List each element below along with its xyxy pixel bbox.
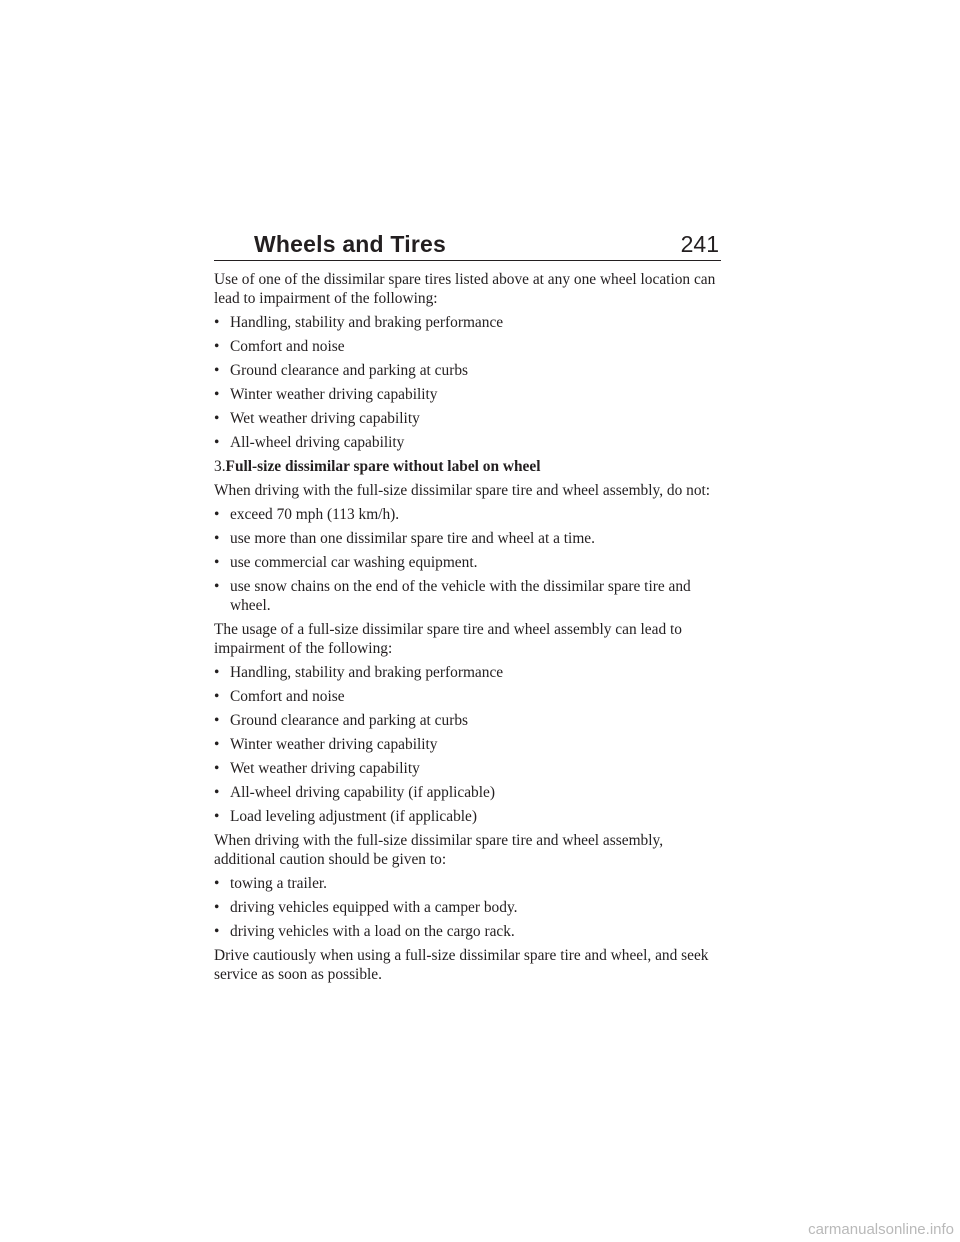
page-number: 241	[680, 231, 719, 257]
bullet: •	[214, 338, 220, 355]
list-item: • Wet weather driving capability	[214, 760, 420, 777]
list-item: • Load leveling adjustment (if applicable)	[214, 808, 478, 825]
item-title: Full-size dissimilar spare without label on wheel	[225, 458, 541, 475]
numbered-heading	[214, 457, 724, 476]
list-item: • use snow chains on the end of the vehicle with the dissimilar spare tire and wheel.	[214, 578, 691, 614]
intro-paragraph: Use of one of the dissimilar spare tires listed above at any one wheel location can lead to impairment of the following:	[214, 271, 716, 307]
header-divider	[214, 260, 721, 261]
list-item: • Comfort and noise	[214, 688, 345, 705]
bullet: •	[214, 362, 220, 379]
item-number: 3.	[214, 458, 226, 475]
list-item: • use more than one dissimilar spare tire and wheel at a time.	[214, 530, 595, 547]
bullet: •	[214, 506, 220, 523]
list-item: • driving vehicles with a load on the cargo rack.	[214, 923, 515, 940]
closing-paragraph: Drive cautiously when using a full-size dissimilar spare tire and wheel, and seek service as soon as possible.	[214, 947, 709, 983]
list-item: • Wet weather driving capability	[214, 410, 420, 427]
impairment-list-2	[214, 663, 724, 826]
usage-paragraph: The usage of a full-size dissimilar spare tire and wheel assembly can lead to impairment of the following:	[214, 621, 682, 657]
list-item: • Handling, stability and braking performance	[214, 314, 504, 331]
bullet: •	[214, 784, 220, 801]
list-item: • exceed 70 mph (113 km/h).	[214, 506, 400, 523]
bullet: •	[214, 410, 220, 427]
list-item: • driving vehicles equipped with a camper body.	[214, 899, 518, 916]
section-title: Wheels and Tires	[254, 231, 446, 257]
list-item: • towing a trailer.	[214, 875, 328, 892]
bullet: •	[214, 664, 220, 681]
page-body	[214, 270, 724, 989]
list-item: • Ground clearance and parking at curbs	[214, 712, 469, 729]
caution-paragraph: When driving with the full-size dissimilar spare tire and wheel assembly, additional caution should be given to:	[214, 832, 664, 868]
bullet: •	[214, 688, 220, 705]
list-item: • Winter weather driving capability	[214, 736, 438, 753]
bullet: •	[214, 899, 220, 916]
caution-list	[214, 874, 724, 941]
bullet: •	[214, 578, 220, 595]
list-item: • Winter weather driving capability	[214, 386, 438, 403]
bullet: •	[214, 760, 220, 777]
bullet: •	[214, 530, 220, 547]
list-item: • Ground clearance and parking at curbs	[214, 362, 469, 379]
list-item: • use commercial car washing equipment.	[214, 554, 478, 571]
list-item: • Handling, stability and braking performance	[214, 664, 504, 681]
bullet: •	[214, 434, 220, 451]
do-not-list	[214, 505, 724, 615]
bullet: •	[214, 736, 220, 753]
when-driving-paragraph: When driving with the full-size dissimilar spare tire and wheel assembly, do not:	[214, 482, 711, 499]
list-item: • All-wheel driving capability	[214, 434, 405, 451]
bullet: •	[214, 712, 220, 729]
page-header	[214, 228, 721, 260]
bullet: •	[214, 923, 220, 940]
watermark: carmanualsonline.info	[808, 1221, 954, 1238]
bullet: •	[214, 808, 220, 825]
bullet: •	[214, 554, 220, 571]
list-item: • All-wheel driving capability (if applicable)	[214, 784, 495, 801]
bullet: •	[214, 875, 220, 892]
bullet: •	[214, 386, 220, 403]
bullet: •	[214, 314, 220, 331]
list-item: • Comfort and noise	[214, 338, 345, 355]
impairment-list	[214, 313, 724, 452]
